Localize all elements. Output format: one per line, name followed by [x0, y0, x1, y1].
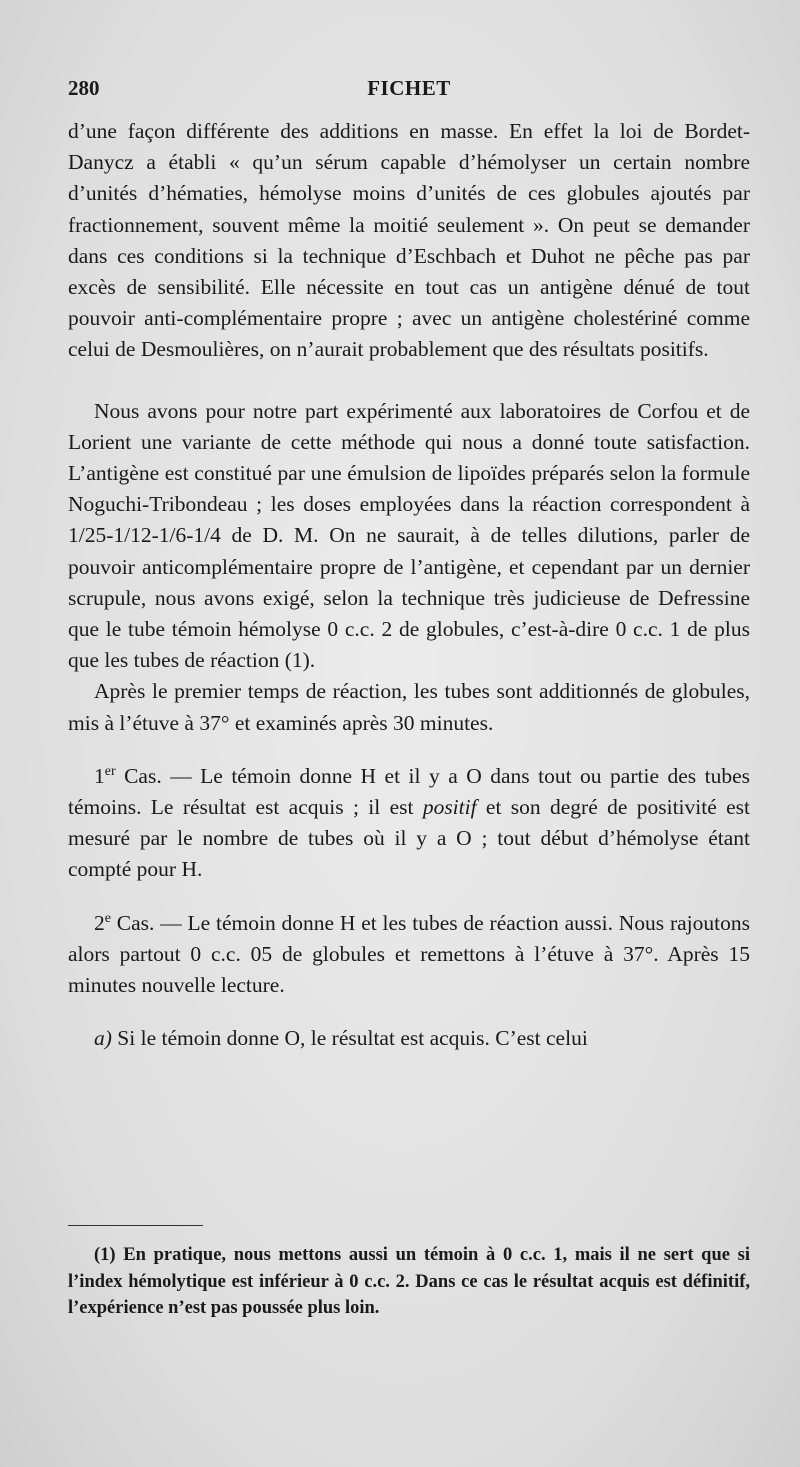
footnote: [68, 1242, 750, 1322]
paragraph-case-1: [68, 761, 750, 886]
page-header: [68, 76, 750, 106]
case-2-ordinal: e: [104, 910, 111, 926]
running-head: FICHET: [367, 76, 451, 100]
page-number: 280: [68, 76, 100, 100]
paragraph-case-a: [68, 1023, 750, 1054]
case-1-italic-word: positif: [422, 795, 477, 820]
case-2-text: Cas. — Le témoin donne H et les tubes de réaction aussi. Nous rajoutons alors partout 0 c.c. 05 de globules et remettons à l’étuve à 37°. Après 15 minutes nouvelle lecture.: [68, 910, 750, 998]
paragraph-1: d’une façon différente des additions en masse. En effet la loi de Bordet-Danycz a établi « qu’un sérum capable d’hémolyser un certain nombre d’unités d’hématies, hémolyse moins d’unités de ces globules ajoutés par fractionnement, souvent même la moitié seulement ». On peut se demander dans ces conditions si la technique d’Eschbach et Duhot ne pêche pas par excès de sensibilité. Elle nécessite en tout cas un antigène dénué de tout pouvoir anti-complémentaire propre ; avec un antigène cholestériné comme celui de Desmoulières, on n’aurait probablement que des résultats positifs.: [68, 119, 750, 362]
case-1-text-start: Cas. — Le témoin donne H et il y a O dans tout ou partie des tubes témoins. Le résultat est acquis ; il est: [68, 763, 750, 820]
case-1-number: 1: [94, 763, 105, 788]
paragraph-2: Nous avons pour notre part expérimenté aux laboratoires de Corfou et de Lorient une variante de cette méthode qui nous a donné toute satisfaction. L’antigène est constitué par une émulsion de lipoïdes préparés selon la formule Noguchi-Tribondeau ; les doses employées dans la réaction correspondent à 1/25-1/12-1/6-1/4 de D. M. On ne saurait, à de telles dilutions, parler de pouvoir anticomplémentaire propre de l’antigène, et cependant par un dernier scrupule, nous avons exigé, selon la technique très judicieuse de Defressine que le tube témoin hémolyse 0 c.c. 2 de globules, c’est-à-dire 0 c.c. 1 de plus que les tubes de réaction (1).: [68, 398, 750, 673]
footnote-divider: [68, 1225, 203, 1226]
paragraph-case-2: [68, 908, 750, 1002]
case-1-ordinal: er: [104, 763, 116, 779]
body-text: [68, 116, 750, 1054]
case-a-text: Si le témoin donne O, le résultat est acquis. C’est celui: [111, 1026, 588, 1051]
case-2-number: 2: [94, 910, 105, 935]
case-1-text-end: et son degré de positivité est mesuré par le nombre de tubes où il y a O ; tout début d’hémolyse étant compté pour H.: [68, 795, 750, 882]
paragraph-3: Après le premier temps de réaction, les tubes sont additionnés de globules, mis à l’étuve à 37° et examinés après 30 minutes.: [68, 679, 750, 735]
case-a-marker: a): [94, 1026, 112, 1051]
footnote-text: (1) En pratique, nous mettons aussi un témoin à 0 c.c. 1, mais il ne sert que si l’index hémolytique est inférieur à 0 c.c. 2. Dans ce cas le résultat acquis est définitif, l’expérience n’est pas poussée plus loin.: [68, 1245, 750, 1318]
